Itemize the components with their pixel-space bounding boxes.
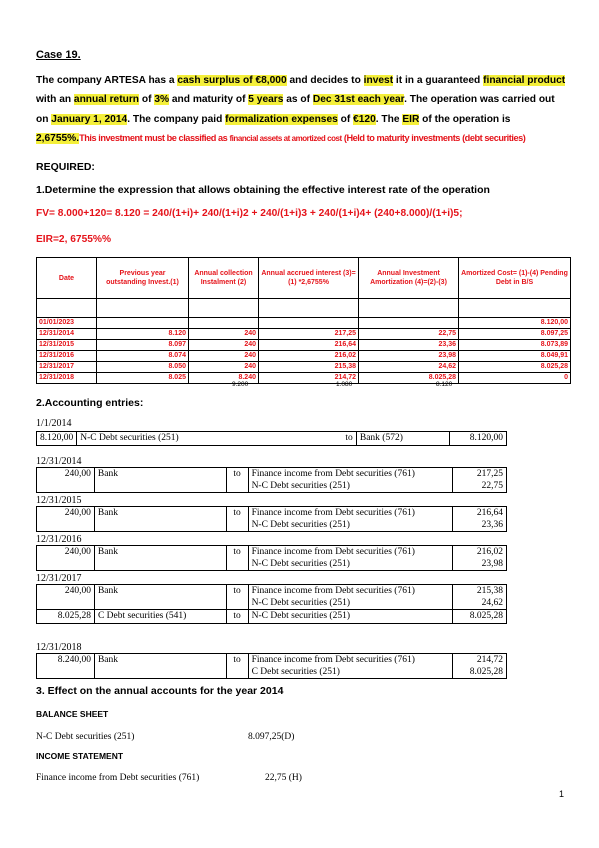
to-label: to bbox=[342, 432, 356, 446]
balance-sheet-label: BALANCE SHEET bbox=[36, 709, 109, 719]
case-statement: The company ARTESA has a cash surplus of €8,000 and decides to invest it in a guaranteed financial product with an annual return of 3% and maturity of 5 years as of Dec 31st each year. The operation was carried out on January 1, 2014. The company paid formalization expenses of €120. The EIR of the operation is 2,6755%.This investment must be classified as financial assets at amortized cost (Held to maturity investments (debt securities) bbox=[36, 75, 566, 144]
amortization-table bbox=[36, 257, 571, 384]
journal-entry bbox=[36, 584, 507, 624]
credit-amount: 22,75 bbox=[481, 481, 503, 491]
debit-amount: 8.120,00 bbox=[37, 432, 77, 446]
total-amortization: 8.120 bbox=[436, 381, 453, 388]
credit-account: Finance income from Debt securities (761) bbox=[251, 469, 415, 479]
cell bbox=[97, 318, 189, 329]
table-row bbox=[37, 340, 571, 351]
case-title: Case 19. bbox=[36, 49, 81, 61]
fv-expression: FV= 8.000+120= 8.120 = 240/(1+i)+ 240/(1+i)2 + 240/(1+i)3 + 240/(1+i)4+ (240+8.000)/(1+i)5; bbox=[36, 208, 463, 219]
required-heading: REQUIRED: bbox=[36, 161, 95, 173]
entry-date: 1/1/2014 bbox=[36, 418, 72, 429]
credit-amount: 216,64 bbox=[476, 508, 503, 518]
credit-account: N-C Debt securities (251) bbox=[251, 598, 350, 608]
debit-amount: 240,00 bbox=[37, 585, 95, 610]
header-date: Date bbox=[37, 258, 97, 299]
table-row bbox=[37, 299, 571, 318]
cell: 8.049,91 bbox=[459, 351, 571, 362]
cell: 23,36 bbox=[359, 340, 459, 351]
journal-entry bbox=[36, 506, 507, 532]
debit-account: C Debt securities (541) bbox=[94, 610, 226, 624]
debit-account: Bank bbox=[94, 585, 226, 610]
highlight: financial product bbox=[483, 75, 566, 86]
cell bbox=[189, 318, 259, 329]
debit-amount: 240,00 bbox=[37, 546, 95, 571]
cell: 8.120 bbox=[97, 329, 189, 340]
debit-amount: 240,00 bbox=[37, 468, 95, 493]
eir-expression: EIR=2, 6755%% bbox=[36, 234, 112, 245]
credit-account: Finance income from Debt securities (761) bbox=[251, 547, 415, 557]
table-row bbox=[37, 329, 571, 340]
cell: 8.120,00 bbox=[459, 318, 571, 329]
question-1: 1.Determine the expression that allows obtaining the effective interest rate of the operation bbox=[36, 184, 490, 196]
question-3: 3. Effect on the annual accounts for the year 2014 bbox=[36, 685, 284, 697]
entry-date: 12/31/2015 bbox=[36, 495, 82, 506]
cell: 214,72 bbox=[259, 373, 359, 384]
credit-account: C Debt securities (251) bbox=[251, 667, 340, 677]
debit-account: Bank bbox=[94, 468, 226, 493]
cell: 8.073,89 bbox=[459, 340, 571, 351]
table-row bbox=[37, 362, 571, 373]
journal-entry bbox=[36, 467, 507, 493]
credit-amount: 23,98 bbox=[481, 559, 503, 569]
cell: 216,02 bbox=[259, 351, 359, 362]
cell: 12/31/2017 bbox=[37, 362, 97, 373]
cell: 217,25 bbox=[259, 329, 359, 340]
highlight: 5 years bbox=[248, 94, 284, 106]
credit-account: N-C Debt securities (251) bbox=[251, 559, 350, 569]
debit-account: N-C Debt securities (251) bbox=[77, 432, 343, 446]
total-collections: 9.200 bbox=[232, 381, 249, 388]
cell: 216,64 bbox=[259, 340, 359, 351]
debit-amount: 240,00 bbox=[37, 507, 95, 532]
balance-item: N-C Debt securities (251) bbox=[36, 732, 135, 742]
credit-account: N-C Debt securities (251) bbox=[248, 610, 452, 624]
entry-date: 12/31/2014 bbox=[36, 456, 82, 467]
debit-amount: 8.025,28 bbox=[37, 610, 95, 624]
credit-amount: 215,38 bbox=[476, 586, 503, 596]
to-label: to bbox=[226, 654, 248, 679]
credit-amount: 23,36 bbox=[481, 520, 503, 530]
to-label: to bbox=[226, 468, 248, 493]
cell: 24,62 bbox=[359, 362, 459, 373]
cell: 240 bbox=[189, 329, 259, 340]
table-row bbox=[37, 373, 571, 384]
highlight: January 1, 2014 bbox=[51, 113, 128, 125]
highlight: Dec 31st each year bbox=[312, 94, 405, 106]
classification-note: This investment must be classified as bbox=[79, 132, 230, 143]
entry-date: 12/31/2016 bbox=[36, 534, 82, 545]
debit-account: Bank bbox=[94, 507, 226, 532]
to-label: to bbox=[226, 585, 248, 610]
header-amortized-cost: Amortized Cost= (1)-(4) Pending Debt in B/S bbox=[459, 258, 571, 299]
credit-amount: 214,72 bbox=[476, 655, 503, 665]
cell: 22,75 bbox=[359, 329, 459, 340]
credit-account: Finance income from Debt securities (761) bbox=[251, 508, 415, 518]
journal-entry bbox=[36, 545, 507, 571]
journal-entry bbox=[36, 653, 507, 679]
cell: 8.097,25 bbox=[459, 329, 571, 340]
header-interest: Annual accrued interest (3)=(1) *2,6755% bbox=[259, 258, 359, 299]
credit-amount: 8.025,28 bbox=[453, 610, 507, 624]
highlight: EIR bbox=[402, 113, 420, 125]
cell: 12/31/2015 bbox=[37, 340, 97, 351]
table-row bbox=[37, 351, 571, 362]
credit-amount: 216,02 bbox=[476, 547, 503, 557]
credit-amount: 8.025,28 bbox=[469, 667, 503, 677]
header-collection: Annual collection Instalment (2) bbox=[189, 258, 259, 299]
highlight: invest bbox=[363, 75, 394, 86]
income-item: Finance income from Debt securities (761) bbox=[36, 773, 200, 783]
credit-account: Bank (572) bbox=[356, 432, 449, 446]
header-amortization: Annual Investment Amortization (4)=(2)-(3) bbox=[359, 258, 459, 299]
cell: 8.240 bbox=[189, 373, 259, 384]
entry-date: 12/31/2017 bbox=[36, 573, 82, 584]
entry-date: 12/31/2018 bbox=[36, 642, 82, 653]
cell: 8.025 bbox=[97, 373, 189, 384]
credit-amount: 217,25 bbox=[476, 469, 503, 479]
income-statement-label: INCOME STATEMENT bbox=[36, 751, 124, 761]
cell: 12/31/2016 bbox=[37, 351, 97, 362]
to-label: to bbox=[226, 507, 248, 532]
cell: 23,98 bbox=[359, 351, 459, 362]
cell: 240 bbox=[189, 362, 259, 373]
balance-value: 8.097,25(D) bbox=[248, 732, 295, 742]
cell: 8.074 bbox=[97, 351, 189, 362]
debit-amount: 8.240,00 bbox=[37, 654, 95, 679]
page-number: 1 bbox=[559, 789, 565, 799]
credit-account: N-C Debt securities (251) bbox=[251, 481, 350, 491]
highlight: cash surplus of €8,000 bbox=[177, 75, 287, 86]
credit-amount: 24,62 bbox=[481, 598, 503, 608]
cell: 01/01/2023 bbox=[37, 318, 97, 329]
table-header-row bbox=[37, 258, 571, 299]
cell: 0 bbox=[459, 373, 571, 384]
cell: 8.025,28 bbox=[459, 362, 571, 373]
cell: 240 bbox=[189, 351, 259, 362]
to-label: to bbox=[226, 610, 248, 624]
to-label: to bbox=[226, 546, 248, 571]
question-2: 2.Accounting entries: bbox=[36, 397, 144, 409]
highlight: 2,6755%. bbox=[36, 132, 80, 144]
cell: 240 bbox=[189, 340, 259, 351]
highlight: formalization expenses bbox=[225, 113, 338, 125]
cell bbox=[359, 318, 459, 329]
highlight: annual return bbox=[73, 94, 140, 106]
cell bbox=[259, 318, 359, 329]
cell: 12/31/2018 bbox=[37, 373, 97, 384]
credit-account: N-C Debt securities (251) bbox=[251, 520, 350, 530]
cell: 8.097 bbox=[97, 340, 189, 351]
credit-account: Finance income from Debt securities (761) bbox=[251, 655, 415, 665]
cell: 8.025,28 bbox=[359, 373, 459, 384]
debit-account: Bank bbox=[94, 654, 226, 679]
credit-account: Finance income from Debt securities (761) bbox=[251, 586, 415, 596]
cell: 215,38 bbox=[259, 362, 359, 373]
total-interest: 1.080 bbox=[336, 381, 353, 388]
journal-entry bbox=[36, 431, 507, 446]
credit-amount: 8.120,00 bbox=[450, 432, 507, 446]
highlight: 3% bbox=[154, 94, 170, 106]
debit-account: Bank bbox=[94, 546, 226, 571]
header-outstanding: Previous year outstanding Invest.(1) bbox=[97, 258, 189, 299]
income-value: 22,75 (H) bbox=[265, 773, 302, 783]
table-row bbox=[37, 318, 571, 329]
cell: 8.050 bbox=[97, 362, 189, 373]
cell: 12/31/2014 bbox=[37, 329, 97, 340]
highlight: €120 bbox=[353, 113, 376, 125]
